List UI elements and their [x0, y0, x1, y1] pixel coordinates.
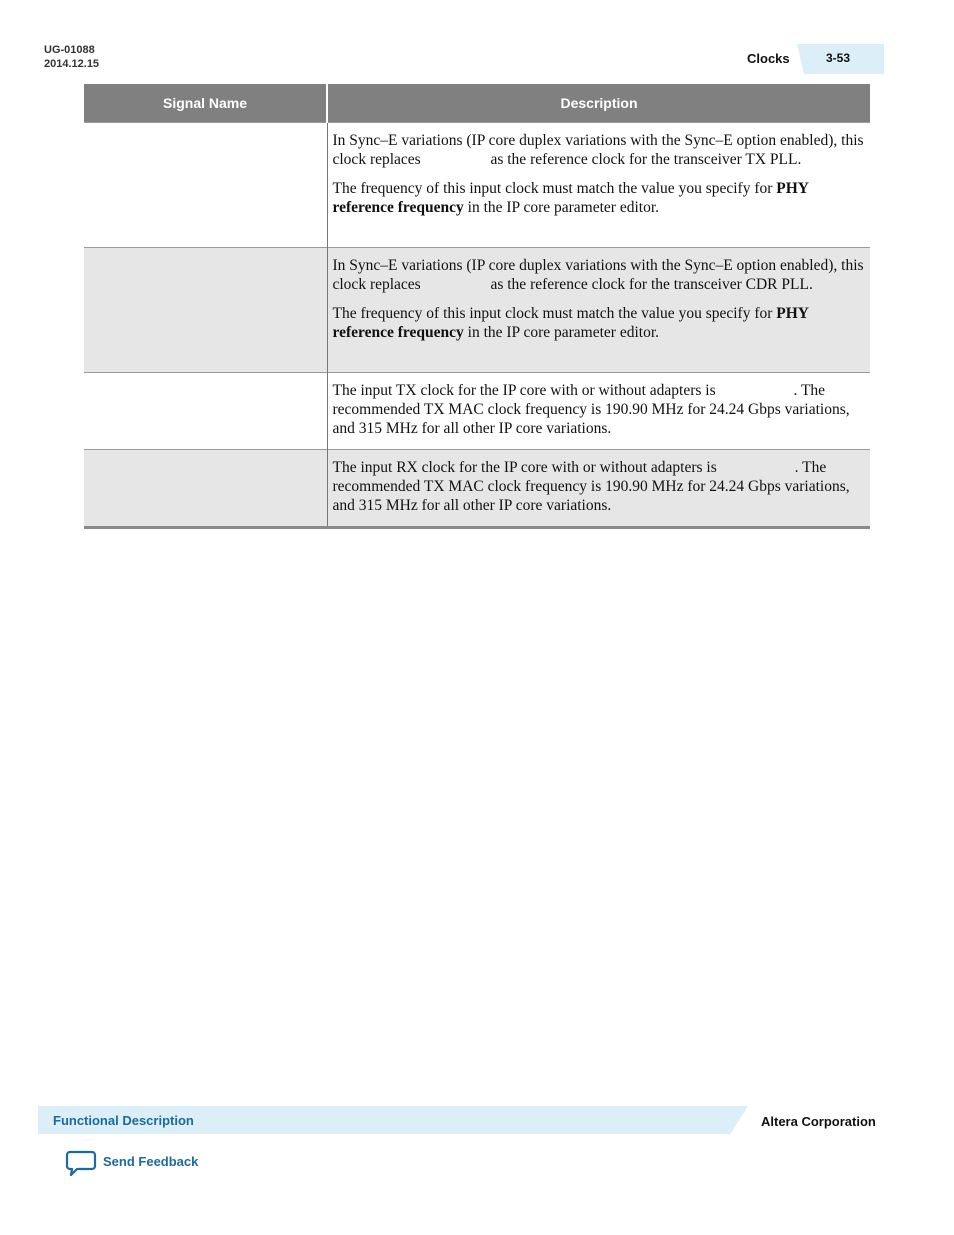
parameter-name: PHY reference frequency — [332, 305, 809, 341]
description-paragraph: In Sync–E variations (IP core duplex variations with the Sync–E option enabled), this clock replaces as the reference clock for the transceiver CDR PLL. — [332, 257, 864, 293]
description-paragraph: The input TX clock for the IP core with or without adapters is . The recommended TX MAC clock frequency is 190.90 MHz for 24.24 Gbps variations, and 315 MHz for all other IP core variations. — [332, 382, 850, 437]
signal-name-cell — [84, 248, 327, 373]
table-row — [84, 248, 870, 373]
doc-number: UG-01088 — [44, 44, 95, 56]
column-header-description: Description — [327, 84, 870, 123]
signal-name-cell — [84, 450, 327, 528]
parameter-name: PHY reference frequency — [332, 180, 809, 216]
table-row — [84, 123, 870, 248]
speech-bubble-icon[interactable] — [65, 1150, 97, 1178]
column-header-signal-name: Signal Name — [84, 84, 327, 123]
doc-id — [44, 43, 99, 71]
table-row — [84, 450, 870, 528]
description-paragraph: The input RX clock for the IP core with or without adapters is . The recommended TX MAC clock frequency is 190.90 MHz for 24.24 Gbps variations, and 315 MHz for all other IP core variations. — [332, 459, 850, 514]
description-paragraph: In Sync–E variations (IP core duplex variations with the Sync–E option enabled), this clock replaces as the reference clock for the transceiver TX PLL. — [332, 132, 864, 168]
description-cell — [327, 373, 870, 450]
table-row — [84, 373, 870, 450]
send-feedback-link[interactable]: Send Feedback — [103, 1154, 199, 1169]
signal-name-cell — [84, 373, 327, 450]
page-number: 3-53 — [826, 51, 851, 65]
description-cell — [327, 450, 870, 528]
doc-date: 2014.12.15 — [44, 58, 100, 70]
company-name: Altera Corporation — [761, 1114, 876, 1129]
signal-table — [84, 84, 870, 529]
description-paragraph: The frequency of this input clock must match the value you specify for PHY reference frequency in the IP core parameter editor. — [332, 180, 809, 216]
description-paragraph: The frequency of this input clock must match the value you specify for PHY reference frequency in the IP core parameter editor. — [332, 305, 809, 341]
table-header-row — [84, 84, 870, 123]
section-title: Clocks — [747, 51, 790, 66]
description-cell — [327, 248, 870, 373]
description-cell — [327, 123, 870, 248]
signal-name-cell — [84, 123, 327, 248]
chapter-link[interactable]: Functional Description — [53, 1113, 194, 1128]
